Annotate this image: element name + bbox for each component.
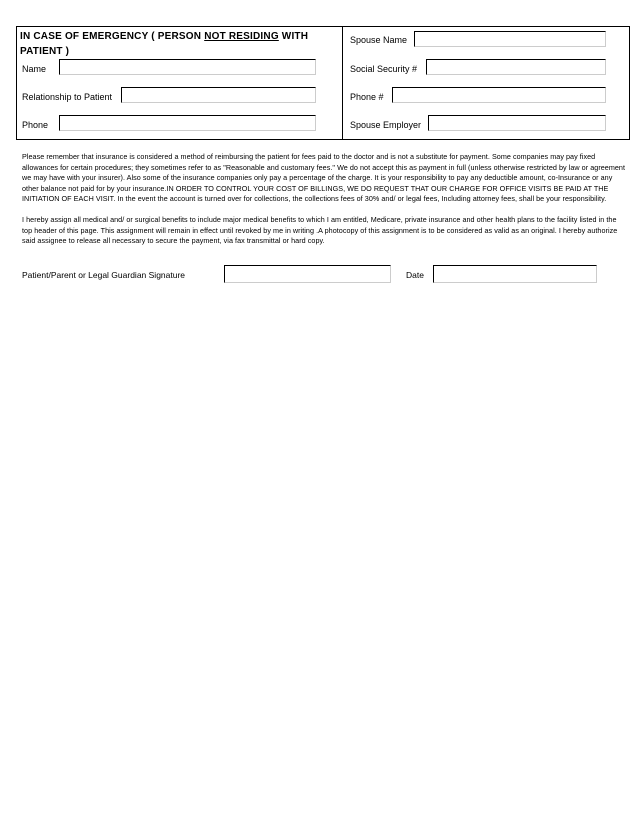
emergency-phone-field[interactable] (59, 115, 316, 131)
emergency-contact-title (20, 29, 340, 59)
emergency-relationship-field[interactable] (121, 87, 316, 103)
emergency-title-part2: WITH PATIENT ) (20, 31, 309, 57)
spouse-phone-field[interactable] (392, 87, 606, 103)
spouse-employer-label: Spouse Employer (350, 120, 422, 130)
emergency-title-underlined: NOT RESIDING (204, 31, 279, 42)
social-security-label: Social Security # (350, 64, 418, 74)
emergency-relationship-label: Relationship to Patient (22, 92, 113, 102)
emergency-title-part1: IN CASE OF EMERGENCY ( PERSON (20, 31, 205, 42)
date-field[interactable] (433, 265, 597, 283)
assignment-of-benefits-paragraph: I hereby assign all medical and/ or surgical benefits to include major medical benefits to which I am entitled, Medicare, private insurance and other health plans to the facility listed in the top header of this page. This assignment will remain in effect until revoked by me in writing .A photocopy of this assignment is to be considered as valid as an original. I hereby authorize said assignee to release all necessary to secure the payment, via fax transmittal or hard copy. (22, 215, 618, 246)
spouse-name-label: Spouse Name (350, 35, 408, 45)
spouse-phone-label: Phone # (350, 92, 384, 102)
date-label: Date (406, 270, 424, 280)
column-divider (342, 26, 343, 140)
social-security-field[interactable] (426, 59, 606, 75)
spouse-name-field[interactable] (414, 31, 606, 47)
emergency-phone-label: Phone (22, 120, 49, 130)
emergency-name-label: Name (22, 64, 47, 74)
emergency-name-field[interactable] (59, 59, 316, 75)
spouse-employer-field[interactable] (428, 115, 606, 131)
signature-label: Patient/Parent or Legal Guardian Signature (22, 270, 186, 280)
signature-field[interactable] (224, 265, 391, 283)
insurance-notice-paragraph: Please remember that insurance is considered a method of reimbursing the patient for fees paid to the doctor and is not a substitute for payment. Some companies may pay fixed allowances for certain procedures; they sometimes refer to as "Reasonable and customary fees." We do not accept this as payment in full (unless otherwise restricted by law or agreement we may have with your insurer). Also some of the insurance companies only pay a percentage of the charge. It is your responsibility to pay any deductible amount, co-Insurance or any other balance not paid for by your insurance.IN ORDER TO CONTROL YOUR COST OF BILLINGS, WE DO REQUEST THAT OUR CHARGE FOR OFFICE VISITS BE PAID AT THE INITIATION OF EACH VISIT. In the event the account is turned over for collections, the collections fees of 30% and/ or legal fees, Including attorney fees, shall be your responsibility. (22, 152, 626, 204)
